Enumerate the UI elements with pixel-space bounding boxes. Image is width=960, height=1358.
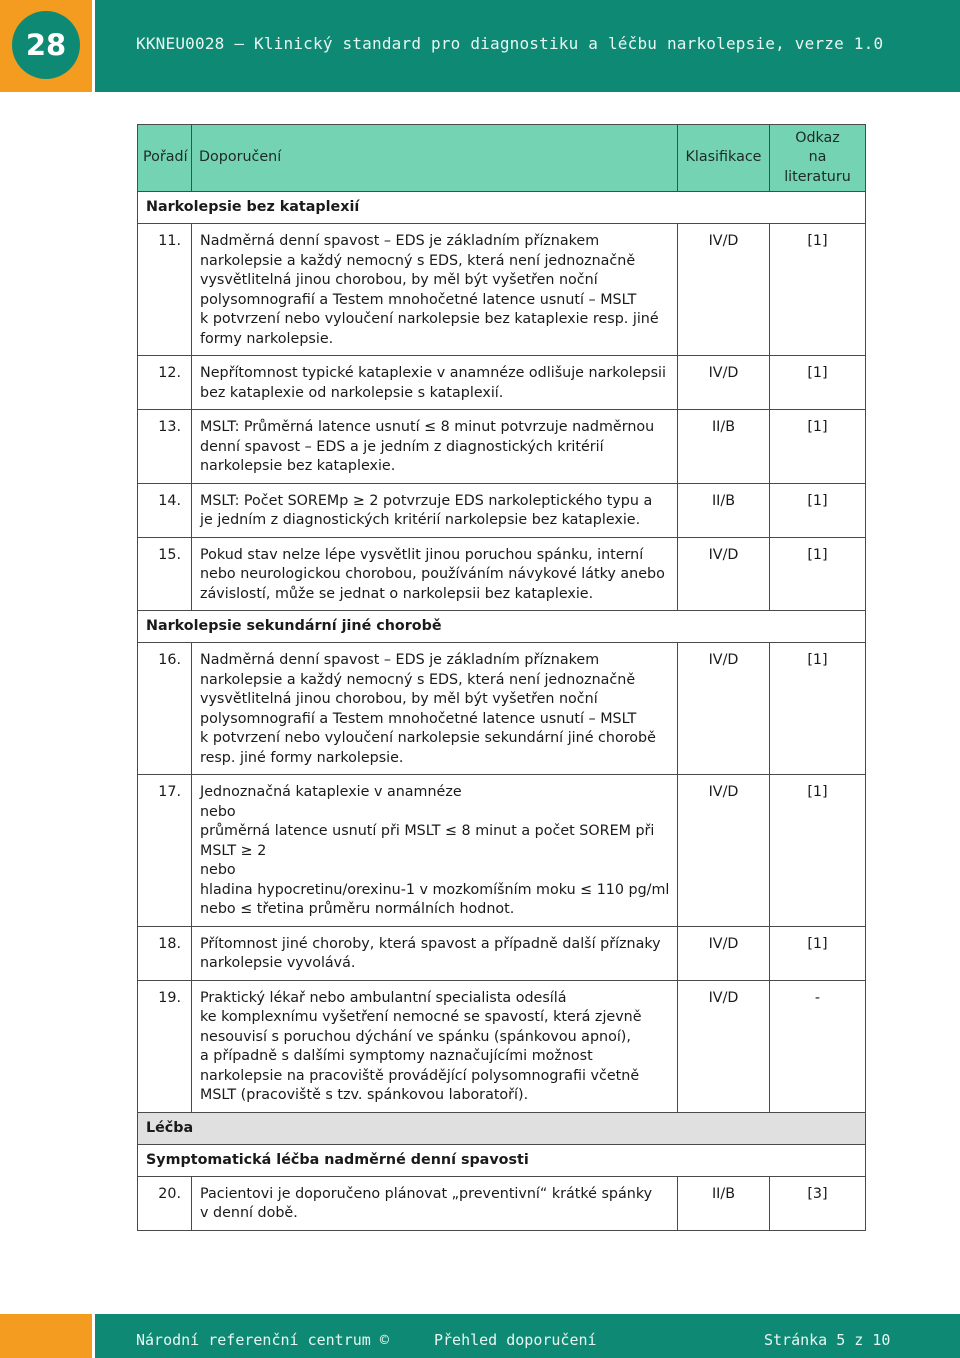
recommendation-line: Pokud stav nelze lépe vysvětlit jinou poruchou spánku, interní (200, 546, 644, 563)
reference-cell: [3] (770, 1176, 866, 1230)
recommendation-line: Nadměrná denní spavost – EDS je základním příznakem (200, 652, 600, 668)
table-header-row (138, 125, 866, 192)
recommendation-line: průměrná latence usnutí při MSLT ≤ 8 minut a počet SOREM při (200, 823, 655, 839)
recommendation-line: narkolepsie a každý nemocný s EDS, která není jednoznačně (200, 252, 636, 269)
classification-cell: IV/D (678, 926, 770, 980)
recommendation-text (192, 980, 678, 1112)
recommendation-row (138, 1176, 866, 1230)
recommendation-number: 20. (138, 1176, 192, 1230)
recommendation-line: nebo (200, 862, 236, 878)
recommendation-line: MSLT: Průměrná latence usnutí ≤ 8 minut potvrzuje nadměrnou (200, 419, 655, 435)
reference-cell: [1] (770, 537, 866, 611)
section-heading: Symptomatická léčba nadměrné denní spavosti (138, 1144, 866, 1176)
recommendation-text (192, 410, 678, 484)
recommendation-text (192, 356, 678, 410)
section-row (138, 192, 866, 224)
recommendation-line: vysvětlitelná jinou chorobou, by měl být vyšetřen noční (200, 272, 598, 288)
reference-header-line: Odkaz (795, 129, 840, 146)
recommendation-line: MSLT: Počet SOREMp ≥ 2 potvrzuje EDS narkoleptického typu a (200, 492, 653, 509)
recommendation-line: ke komplexnímu vyšetření nemocné se spavostí, která zjevně (200, 1009, 642, 1025)
reference-cell: [1] (770, 483, 866, 537)
recommendation-line: denní spavost – EDS a je jedním z diagnostických kritérií (200, 438, 604, 455)
recommendation-row (138, 643, 866, 775)
recommendation-line: Praktický lékař nebo ambulantní specialista odesílá (200, 989, 567, 1006)
recommendation-line: Přítomnost jiné choroby, která spavost a případně další příznaky (200, 935, 661, 952)
recommendation-line: nesouvisí s poruchou dýchání ve spánku (spánkovou apnoí), (200, 1028, 631, 1045)
recommendation-text (192, 926, 678, 980)
recommendation-line: Nepřítomnost typické kataplexie v anamnéze odlišuje narkolepsii (200, 365, 666, 381)
reference-cell: [1] (770, 410, 866, 484)
recommendation-number: 16. (138, 643, 192, 775)
classification-cell: IV/D (678, 224, 770, 356)
recommendation-line: nebo neurologickou chorobou, používáním návykové látky anebo (200, 566, 665, 582)
reference-cell: [1] (770, 224, 866, 356)
recommendation-text (192, 537, 678, 611)
recommendation-line: závislostí, může se jednat o narkolepsii bez kataplexie. (200, 585, 594, 602)
section-row (138, 1144, 866, 1176)
footer-section: Přehled doporučení (434, 1331, 597, 1349)
recommendation-number: 14. (138, 483, 192, 537)
recommendation-line: narkolepsie a každý nemocný s EDS, která není jednoznačně (200, 671, 636, 688)
recommendation-line: narkolepsie vyvolává. (200, 955, 356, 971)
recommendation-text (192, 775, 678, 927)
recommendation-line: vysvětlitelná jinou chorobou, by měl být vyšetřen noční (200, 691, 598, 707)
classification-cell: IV/D (678, 643, 770, 775)
footer-organization: Národní referenční centrum © (136, 1331, 389, 1349)
recommendation-row (138, 926, 866, 980)
recommendation-number: 13. (138, 410, 192, 484)
recommendation-text (192, 483, 678, 537)
recommendation-number: 11. (138, 224, 192, 356)
reference-header-line: literaturu (784, 168, 851, 185)
recommendation-line: Nadměrná denní spavost – EDS je základním příznakem (200, 233, 600, 249)
recommendation-line: Pacientovi je doporučeno plánovat „preventivní“ krátké spánky (200, 1185, 653, 1202)
recommendation-line: resp. jiné formy narkolepsie. (200, 749, 404, 766)
recommendation-line: nebo ≤ třetina průměru normálních hodnot. (200, 901, 515, 917)
recommendation-line: polysomnografií a Testem mnohočetné latence usnutí – MSLT (200, 710, 637, 727)
recommendation-line: formy narkolepsie. (200, 330, 334, 347)
recommendation-row (138, 775, 866, 927)
classification-cell: IV/D (678, 537, 770, 611)
recommendation-line: v denní době. (200, 1205, 298, 1221)
reference-cell: [1] (770, 356, 866, 410)
recommendation-row (138, 537, 866, 611)
recommendation-line: hladina hypocretinu/orexinu-1 v mozkomíšním moku ≤ 110 pg/ml (200, 881, 670, 898)
recommendation-line: polysomnografií a Testem mnohočetné latence usnutí – MSLT (200, 291, 637, 308)
column-header-classification: Klasifikace (678, 125, 770, 192)
reference-header-line: na (808, 149, 827, 166)
recommendation-line: nebo (200, 803, 236, 820)
recommendations-table (137, 124, 866, 1231)
column-header-order: Pořadí (138, 125, 192, 192)
footer-accent-block (0, 1314, 92, 1358)
recommendation-line: bez kataplexie od narkolepsie s kataplexií. (200, 384, 504, 401)
section-heading: Narkolepsie sekundární jiné chorobě (138, 611, 866, 643)
classification-cell: IV/D (678, 980, 770, 1112)
reference-cell: - (770, 980, 866, 1112)
recommendation-line: k potvrzení nebo vyloučení narkolepsie bez kataplexie resp. jiné (200, 311, 659, 327)
recommendation-line: MSLT (pracoviště s tzv. spánkovou laboratoří). (200, 1087, 529, 1103)
section-row (138, 611, 866, 643)
treatment-heading: Léčba (138, 1112, 866, 1144)
document-title: KKNEU0028 – Klinický standard pro diagnostiku a léčbu narkolepsie, verze 1.0 (136, 34, 884, 53)
classification-cell: IV/D (678, 775, 770, 927)
recommendation-text (192, 224, 678, 356)
recommendation-row (138, 356, 866, 410)
recommendation-line: k potvrzení nebo vyloučení narkolepsie sekundární jiné chorobě (200, 730, 656, 746)
reference-cell: [1] (770, 926, 866, 980)
column-header-recommendation: Doporučení (192, 125, 678, 192)
recommendation-row (138, 410, 866, 484)
recommendation-text (192, 643, 678, 775)
recommendation-number: 12. (138, 356, 192, 410)
reference-cell: [1] (770, 775, 866, 927)
recommendation-row (138, 483, 866, 537)
classification-cell: II/B (678, 1176, 770, 1230)
recommendation-row (138, 224, 866, 356)
recommendation-number: 18. (138, 926, 192, 980)
recommendation-line: Jednoznačná kataplexie v anamnéze (200, 784, 462, 800)
recommendation-line: narkolepsie bez kataplexie. (200, 458, 396, 474)
recommendation-line: a případně s dalšími symptomy naznačujícími možnost (200, 1048, 593, 1064)
table-body (138, 192, 866, 1231)
recommendation-line: narkolepsie na pracoviště provádějící polysomnografii včetně (200, 1067, 640, 1084)
recommendation-text (192, 1176, 678, 1230)
page-number-badge: 28 (12, 11, 80, 79)
recommendation-number: 17. (138, 775, 192, 927)
recommendation-number: 15. (138, 537, 192, 611)
section-heading: Narkolepsie bez kataplexií (138, 192, 866, 224)
section-row (138, 1112, 866, 1144)
classification-cell: II/B (678, 410, 770, 484)
recommendation-number: 19. (138, 980, 192, 1112)
footer-page-indicator: Stránka 5 z 10 (764, 1331, 891, 1349)
classification-cell: IV/D (678, 356, 770, 410)
column-header-reference (770, 125, 866, 192)
recommendation-line: je jedním z diagnostických kritérií narkolepsie bez kataplexie. (200, 512, 641, 528)
reference-cell: [1] (770, 643, 866, 775)
recommendation-line: MSLT ≥ 2 (200, 842, 267, 859)
recommendation-row (138, 980, 866, 1112)
classification-cell: II/B (678, 483, 770, 537)
